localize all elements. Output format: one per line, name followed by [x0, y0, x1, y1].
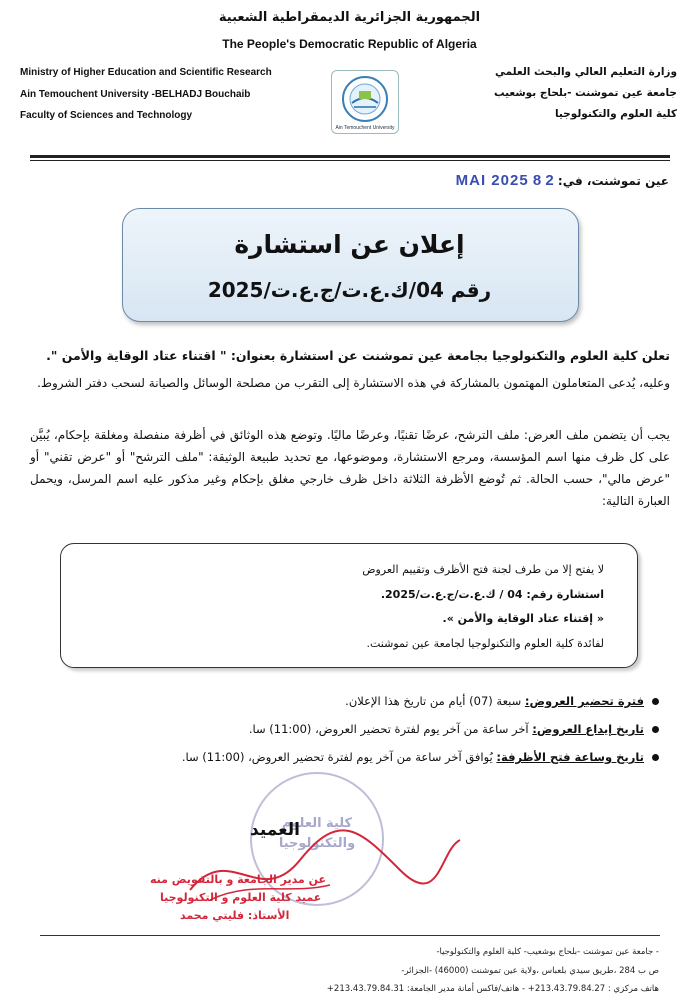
dean-title: العميد — [250, 820, 300, 840]
lead-paragraph: تعلن كلية العلوم والتكنولوجيا بجامعة عين تموشنت عن استشارة بعنوان: " اقتناء عتاد الوقاية والأمن ". — [46, 348, 670, 363]
faculty-ar: كلية العلوم والتكنولوجيا — [554, 108, 677, 120]
logo-caption: Ain Temouchent University — [335, 125, 395, 131]
footer-line-1: - جامعة عين تموشنت -بلحاج بوشعيب- كلية العلوم والتكنولوجيا- — [436, 947, 659, 957]
bullet-text: سبعة (07) أيام من تاريخ هذا الإعلان. — [345, 694, 525, 708]
university-logo — [331, 70, 399, 134]
stamp-line-3: الأستاذ: فليتي محمد — [180, 909, 290, 922]
paragraph-1: وعليه، يُدعى المتعاملون المهتمون بالمشاركة في هذه الاستشارة إلى التقرب من مصلحة الوسائل والصيانة لسحب دفتر الشروط. — [37, 376, 670, 390]
republic-ar: الجمهورية الجزائرية الديمقراطية الشعبية — [218, 10, 481, 25]
logo-emblem-icon — [332, 71, 398, 133]
announcement-title: إعلان عن استشارة — [234, 230, 465, 259]
envelope-line-3: « إقتناء عتاد الوقاية والأمن ». — [442, 612, 604, 625]
republic-en: The People's Democratic Republic of Algeria — [222, 37, 477, 51]
announcement-number: رقم 04/ك.ع.ت/ج.ع.ت/2025 — [207, 278, 492, 302]
bullet-opening — [49, 750, 659, 764]
date-line — [456, 172, 669, 189]
announcement-box — [122, 208, 579, 322]
footer-rule — [40, 935, 660, 936]
bullet-label: تاريخ إيداع العروض: — [532, 722, 644, 736]
envelope-line-4: لفائدة كلية العلوم والتكنولوجيا لجامعة عين تموشنت. — [366, 637, 604, 650]
bullet-text: يُوافق آخر ساعة من آخر يوم لفترة تحضير العروض، (11:00) سا. — [181, 750, 497, 764]
footer-line-2: ص ب 284 ،طريق سيدي بلعباس ،ولاية عين تموشنت (46000) -الجزائر- — [401, 966, 659, 976]
footer-line-3: هاتف مركزي : 213.43.79.84.27+ - هاتف/فاكس أمانة مدير الجامعة: 213.43.79.84.31+ — [326, 984, 659, 994]
bullet-deposit — [49, 722, 659, 736]
date-stamp: 2 8 MAI 2025 — [455, 172, 554, 189]
seal-text-2: والتكنولوجيا — [278, 836, 356, 851]
paragraph-2: يجب أن يتضمن ملف العرض: ملف الترشح، عرضًا تقنيًا، وعرضًا ماليًا. وتوضع هذه الوثائق في أظرفة منفصلة ومغلقة بإحكام، يُبيَّن على كل ظرف منها اسم المؤسسة، ومرجع الاستشارة، وموضوعها، مع تحديد طبيعة الوثيقة: "ملف الترشح" أو "عرض تقني" أو "عرض مالي"، حسب الحالة. ثم تُوضع الأظرفة الثلاثة داخل ظرف خارجي مغلق بإحكام وغير مذكور عليه اسم المرسل، ويحمل العبارة التالية: — [30, 428, 670, 508]
bullet-text: آخر ساعة من آخر يوم لفترة تحضير العروض، (11:00) سا. — [248, 722, 533, 736]
envelope-line-1: لا يفتح إلا من طرف لجنة فتح الأظرف وتقييم العروض — [362, 563, 604, 576]
university-en: Ain Temouchent University -BELHADJ Bouchaib — [20, 89, 251, 100]
faculty-en: Faculty of Sciences and Technology — [20, 110, 193, 121]
bullet-dot-icon — [652, 698, 659, 705]
bullet-label: فترة تحضير العروض: — [524, 694, 644, 708]
header-rule — [30, 155, 670, 158]
ministry-en: Ministry of Higher Education and Scientific Research — [20, 67, 272, 78]
bullet-dot-icon — [652, 754, 659, 761]
university-ar: جامعة عين تموشنت -بلحاج بوشعيب — [494, 87, 677, 99]
bullet-label: تاريخ وساعة فتح الأظرفة: — [496, 750, 644, 764]
bullet-dot-icon — [652, 726, 659, 733]
ministry-ar: وزارة التعليم العالي والبحث العلمي — [494, 66, 677, 78]
bullet-preparation — [49, 694, 659, 708]
seal-text-1: كلية العلوم — [281, 816, 353, 831]
stamp-line-1: عن مدير الجامعة و بالتفويض منه — [150, 873, 326, 886]
stamp-line-2: عميد كلية العلوم و التكنولوجيا — [160, 891, 322, 904]
header-rule-thin — [30, 160, 670, 161]
date-prefix: عين تموشنت، في: — [557, 174, 669, 188]
envelope-line-2: استشارة رقم: 04 / ك.ع.ت/ج.ع.ت/2025. — [380, 588, 604, 601]
